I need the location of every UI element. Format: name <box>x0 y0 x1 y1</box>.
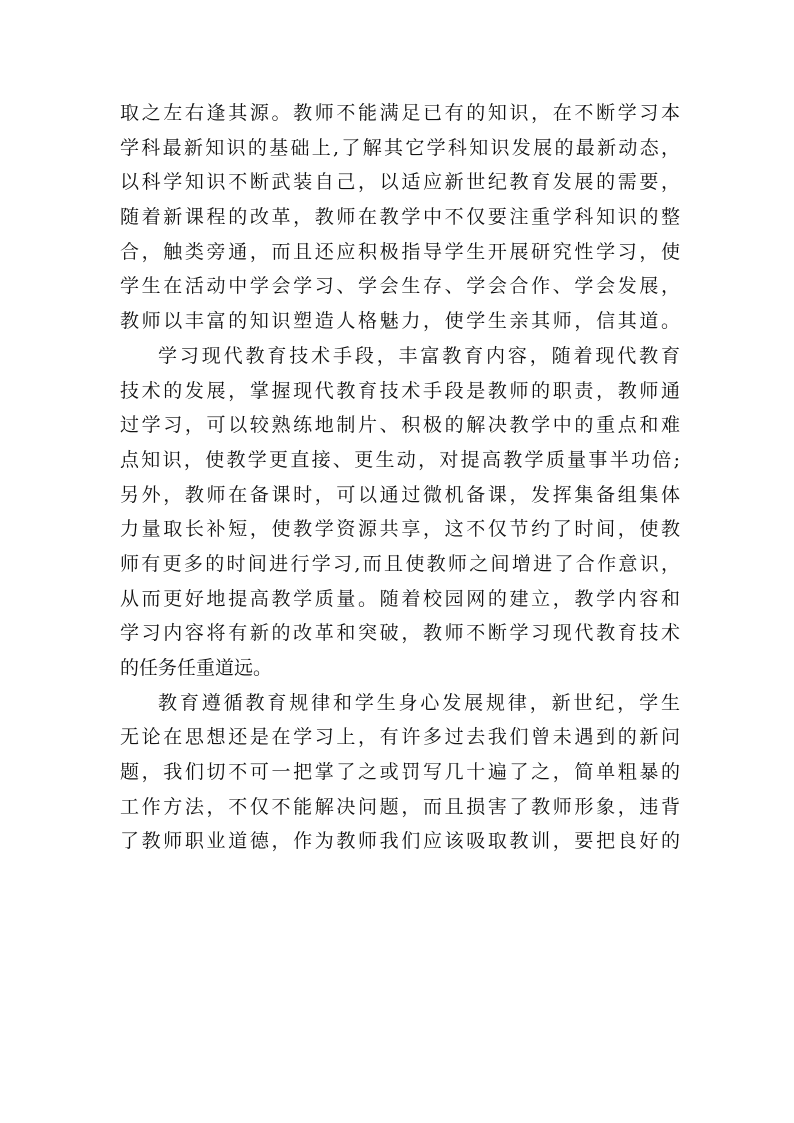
text-line: 合，触类旁通，而且还应积极指导学生开展研究性学习，使 <box>120 240 680 263</box>
text-line: 过学习，可以较熟练地制片、积极的解决教学中的重点和难 <box>120 414 680 437</box>
text-line: 学习现代教育技术手段，丰富教育内容，随着现代教育 <box>158 344 680 367</box>
text-line: 学习内容将有新的改革和突破，教师不断学习现代教育技术 <box>120 622 680 645</box>
text-line: 点知识，使教学更直接、更生动，对提高教学质量事半功倍; <box>120 448 680 471</box>
text-line: 的任务任重道远。 <box>120 657 273 679</box>
text-line: 教师以丰富的知识塑造人格魅力，使学生亲其师，信其道。 <box>120 310 680 333</box>
paragraph-1 <box>120 96 680 339</box>
text-line: 学科最新知识的基础上,了解其它学科知识发展的最新动态， <box>120 136 680 159</box>
text-line: 无论在思想还是在学习上，有许多过去我们曾未遇到的新问 <box>120 726 680 749</box>
text-line: 另外，教师在备课时，可以通过微机备课，发挥集备组集体 <box>120 483 680 506</box>
document-body <box>120 96 680 859</box>
text-line: 工作方法，不仅不能解决问题，而且损害了教师形象，违背 <box>120 795 680 818</box>
paragraph-2 <box>120 339 680 686</box>
text-line: 从而更好地提高教学质量。随着校园网的建立，教学内容和 <box>120 587 680 610</box>
text-line: 教育遵循教育规律和学生身心发展规律，新世纪，学生 <box>158 691 680 714</box>
text-line: 以科学知识不断武装自己，以适应新世纪教育发展的需要， <box>120 171 680 194</box>
paragraph-3 <box>120 686 680 859</box>
text-line: 取之左右逢其源。教师不能满足已有的知识，在不断学习本 <box>120 102 680 124</box>
text-line: 随着新课程的改革，教师在教学中不仅要注重学科知识的整 <box>120 206 680 229</box>
text-line: 师有更多的时间进行学习,而且使教师之间增进了合作意识， <box>120 552 680 575</box>
text-line: 了教师职业道德，作为教师我们应该吸取教训，要把良好的 <box>120 830 680 853</box>
text-line: 力量取长补短，使教学资源共享，这不仅节约了时间，使教 <box>120 518 680 541</box>
text-line: 题，我们切不可一把掌了之或罚写几十遍了之，简单粗暴的 <box>120 761 680 784</box>
text-line: 学生在活动中学会学习、学会生存、学会合作、学会发展， <box>120 275 680 298</box>
text-line: 技术的发展，掌握现代教育技术手段是教师的职责，教师通 <box>120 379 680 402</box>
